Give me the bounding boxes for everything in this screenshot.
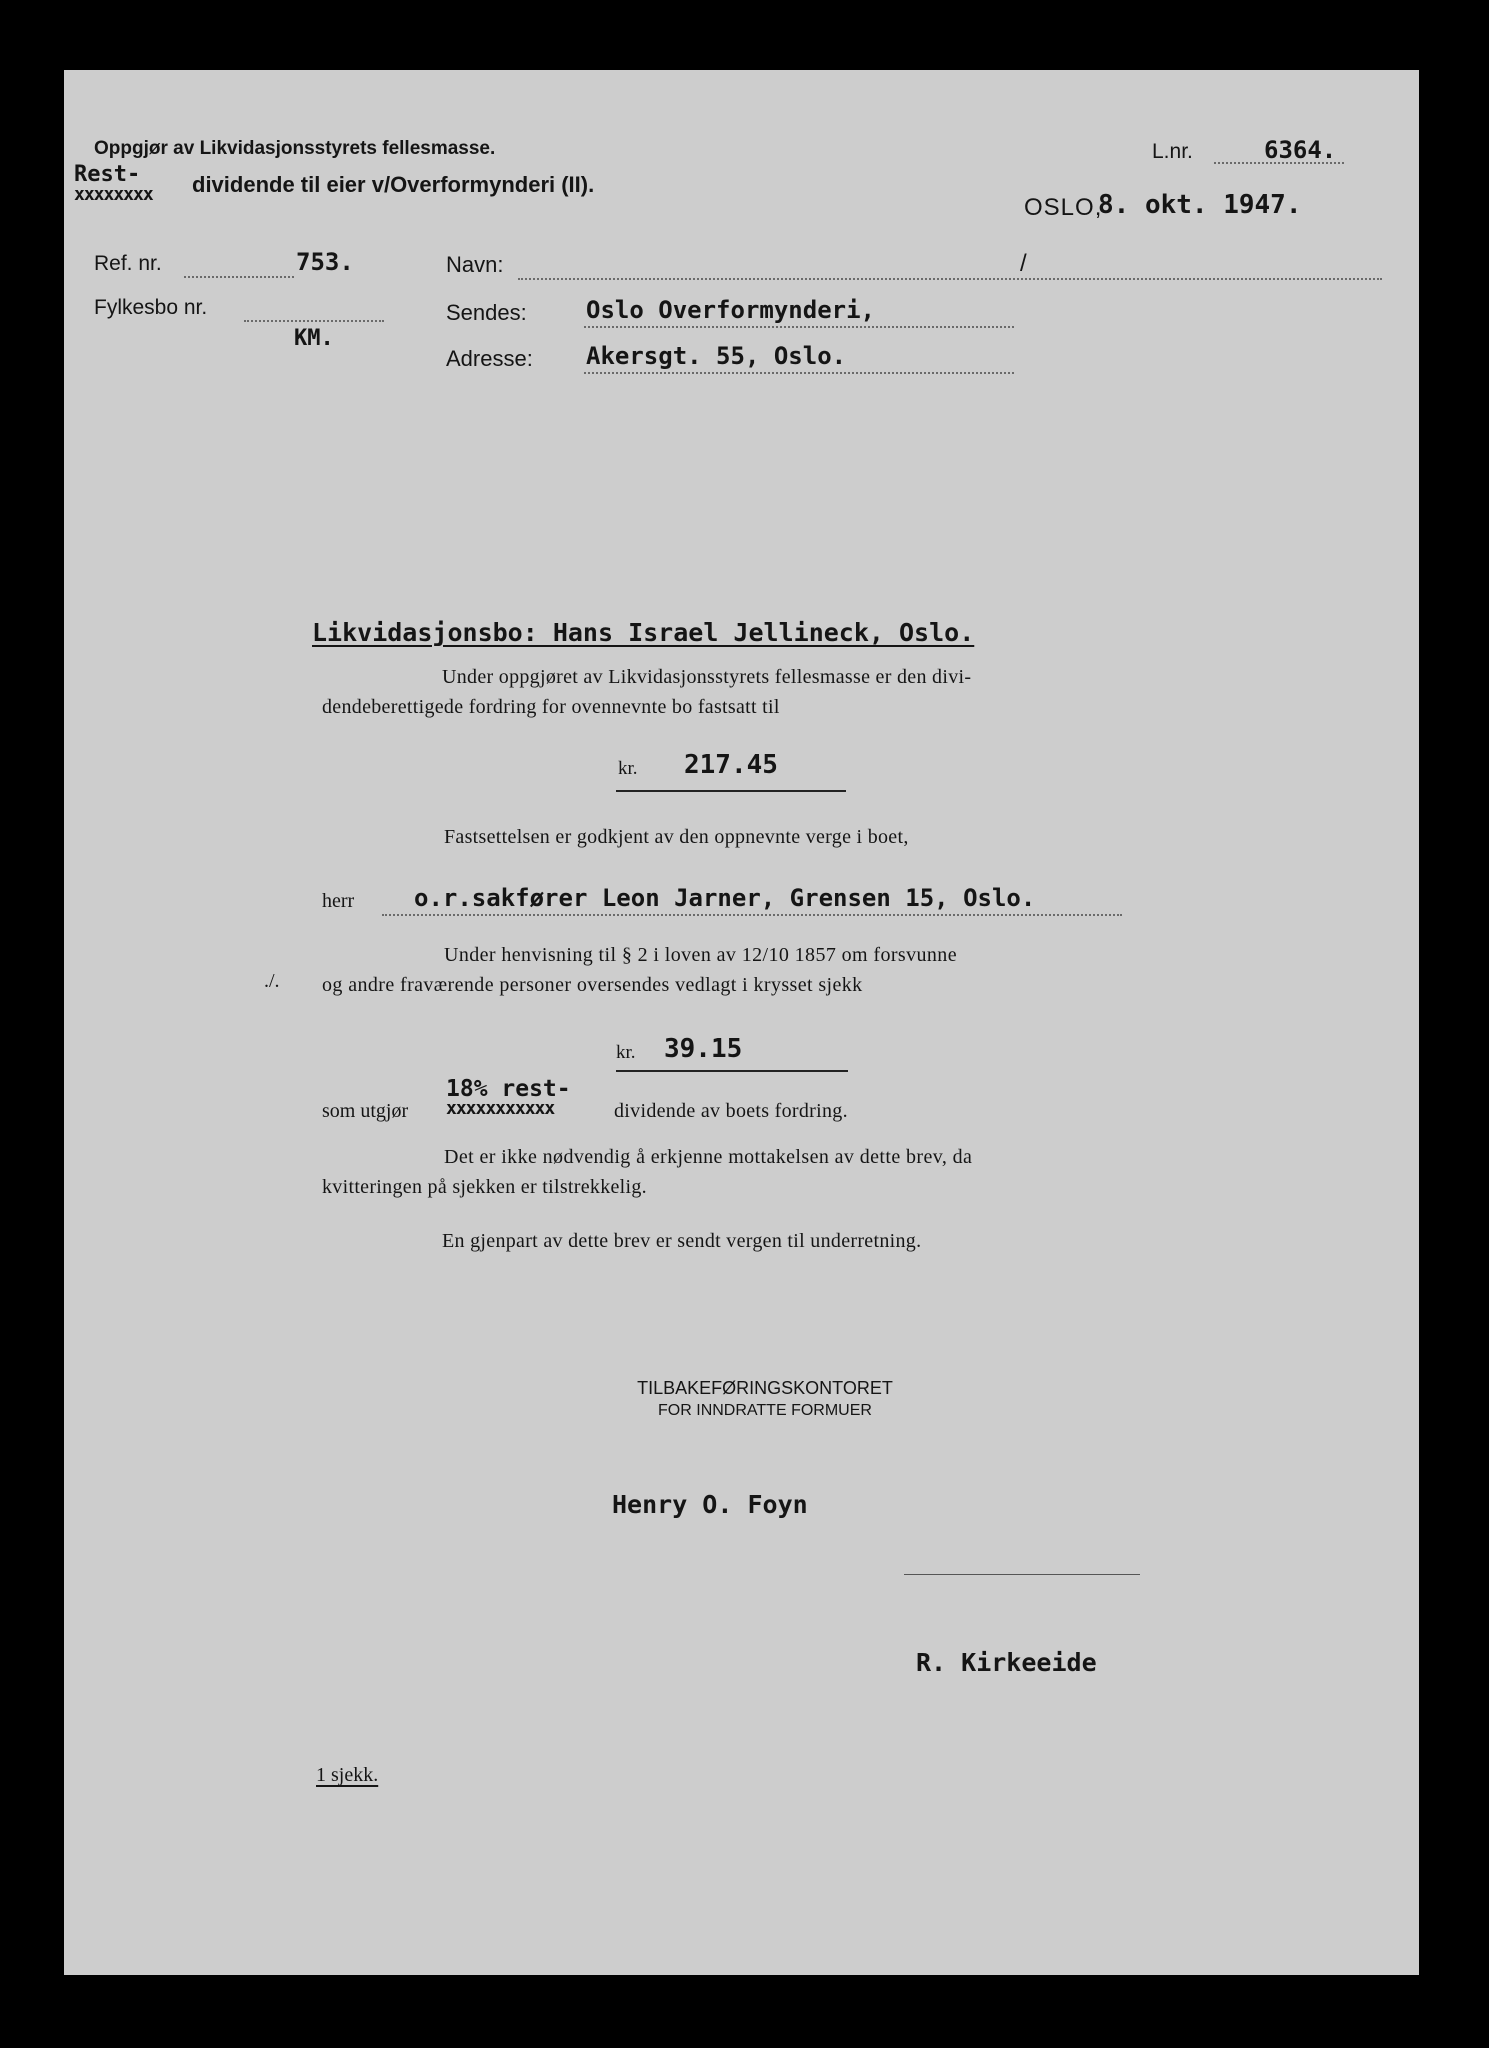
fylkesbo-value: KM. xyxy=(294,326,334,351)
sendes-value: Oslo Overformynderi, xyxy=(586,296,875,324)
ref-label: Ref. nr. xyxy=(94,252,162,275)
sendes-label: Sendes: xyxy=(446,300,527,325)
ref-value: 753. xyxy=(296,248,354,276)
estate-heading: Likvidasjonsbo: Hans Israel Jellineck, Oslo. xyxy=(312,618,975,647)
amount-1: 217.45 xyxy=(684,750,778,780)
lnr-value: 6364. xyxy=(1264,136,1337,164)
paragraph-4-line-1: Det er ikke nødvendig å erkjenne mottakelsen av dette brev, da xyxy=(444,1146,973,1168)
header-overtype: Rest- xyxy=(74,162,141,187)
guardian-name: o.r.sakfører Leon Jarner, Grensen 15, Oslo. xyxy=(414,884,1036,912)
paragraph-5: En gjenpart av dette brev er sendt vergen til underretning. xyxy=(442,1230,922,1252)
paragraph-3-line-1: Under henvisning til § 2 i loven av 12/10 1857 om forsvunne xyxy=(444,944,957,966)
header-title: Oppgjør av Likvidasjonsstyrets fellesmasse. xyxy=(94,138,496,159)
adresse-value: Akersgt. 55, Oslo. xyxy=(586,342,847,370)
paragraph-1-line-1: Under oppgjøret av Likvidasjonsstyrets fellesmasse er den divi- xyxy=(442,666,972,688)
adresse-label: Adresse: xyxy=(446,346,533,371)
header-subtitle-text: dividende til eier v/Overformynderi (II). xyxy=(192,172,595,197)
place-label: OSLO, xyxy=(1024,194,1103,221)
kr-label-2: kr. xyxy=(616,1042,636,1063)
som-utgjor-label: som utgjør xyxy=(322,1100,409,1122)
herr-label: herr xyxy=(322,890,355,912)
amount-2: 39.15 xyxy=(664,1034,743,1064)
document-page xyxy=(64,70,1419,1975)
paragraph-3-line-2: og andre fraværende personer oversendes vedlagt i krysset sjekk xyxy=(322,974,863,996)
header-struck-text: xxxxxxxx xyxy=(74,184,153,205)
kr-label-1: kr. xyxy=(618,758,638,779)
fylkesbo-label: Fylkesbo nr. xyxy=(94,296,208,319)
margin-mark: ./. xyxy=(264,970,280,992)
enclosure-note: 1 sjekk. xyxy=(316,1764,379,1786)
dividende-text: dividende av boets fordring. xyxy=(614,1100,848,1122)
paragraph-2: Fastsettelsen er godkjent av den oppnevnte verge i boet, xyxy=(444,826,909,848)
paragraph-4-line-2: kvitteringen på sjekken er tilstrekkelig. xyxy=(322,1176,647,1198)
paragraph-1-line-2: dendeberettigede fordring for ovennevnte bo fastsatt til xyxy=(322,696,780,718)
percentage-overtype: 18% rest- xyxy=(446,1076,571,1102)
struck-text: xxxxxxxxxxx xyxy=(446,1098,555,1119)
office-subtitle: FOR INNDRATTE FORMUER xyxy=(658,1402,872,1419)
navn-label: Navn: xyxy=(446,252,504,277)
signatory-1: Henry O. Foyn xyxy=(612,1490,808,1519)
signatory-2: R. Kirkeeide xyxy=(916,1648,1097,1677)
navn-value: / xyxy=(1020,250,1027,277)
lnr-label: L.nr. xyxy=(1152,140,1193,163)
date-value: 8. okt. 1947. xyxy=(1098,190,1302,220)
office-name: TILBAKEFØRINGSKONTORET xyxy=(637,1378,893,1398)
